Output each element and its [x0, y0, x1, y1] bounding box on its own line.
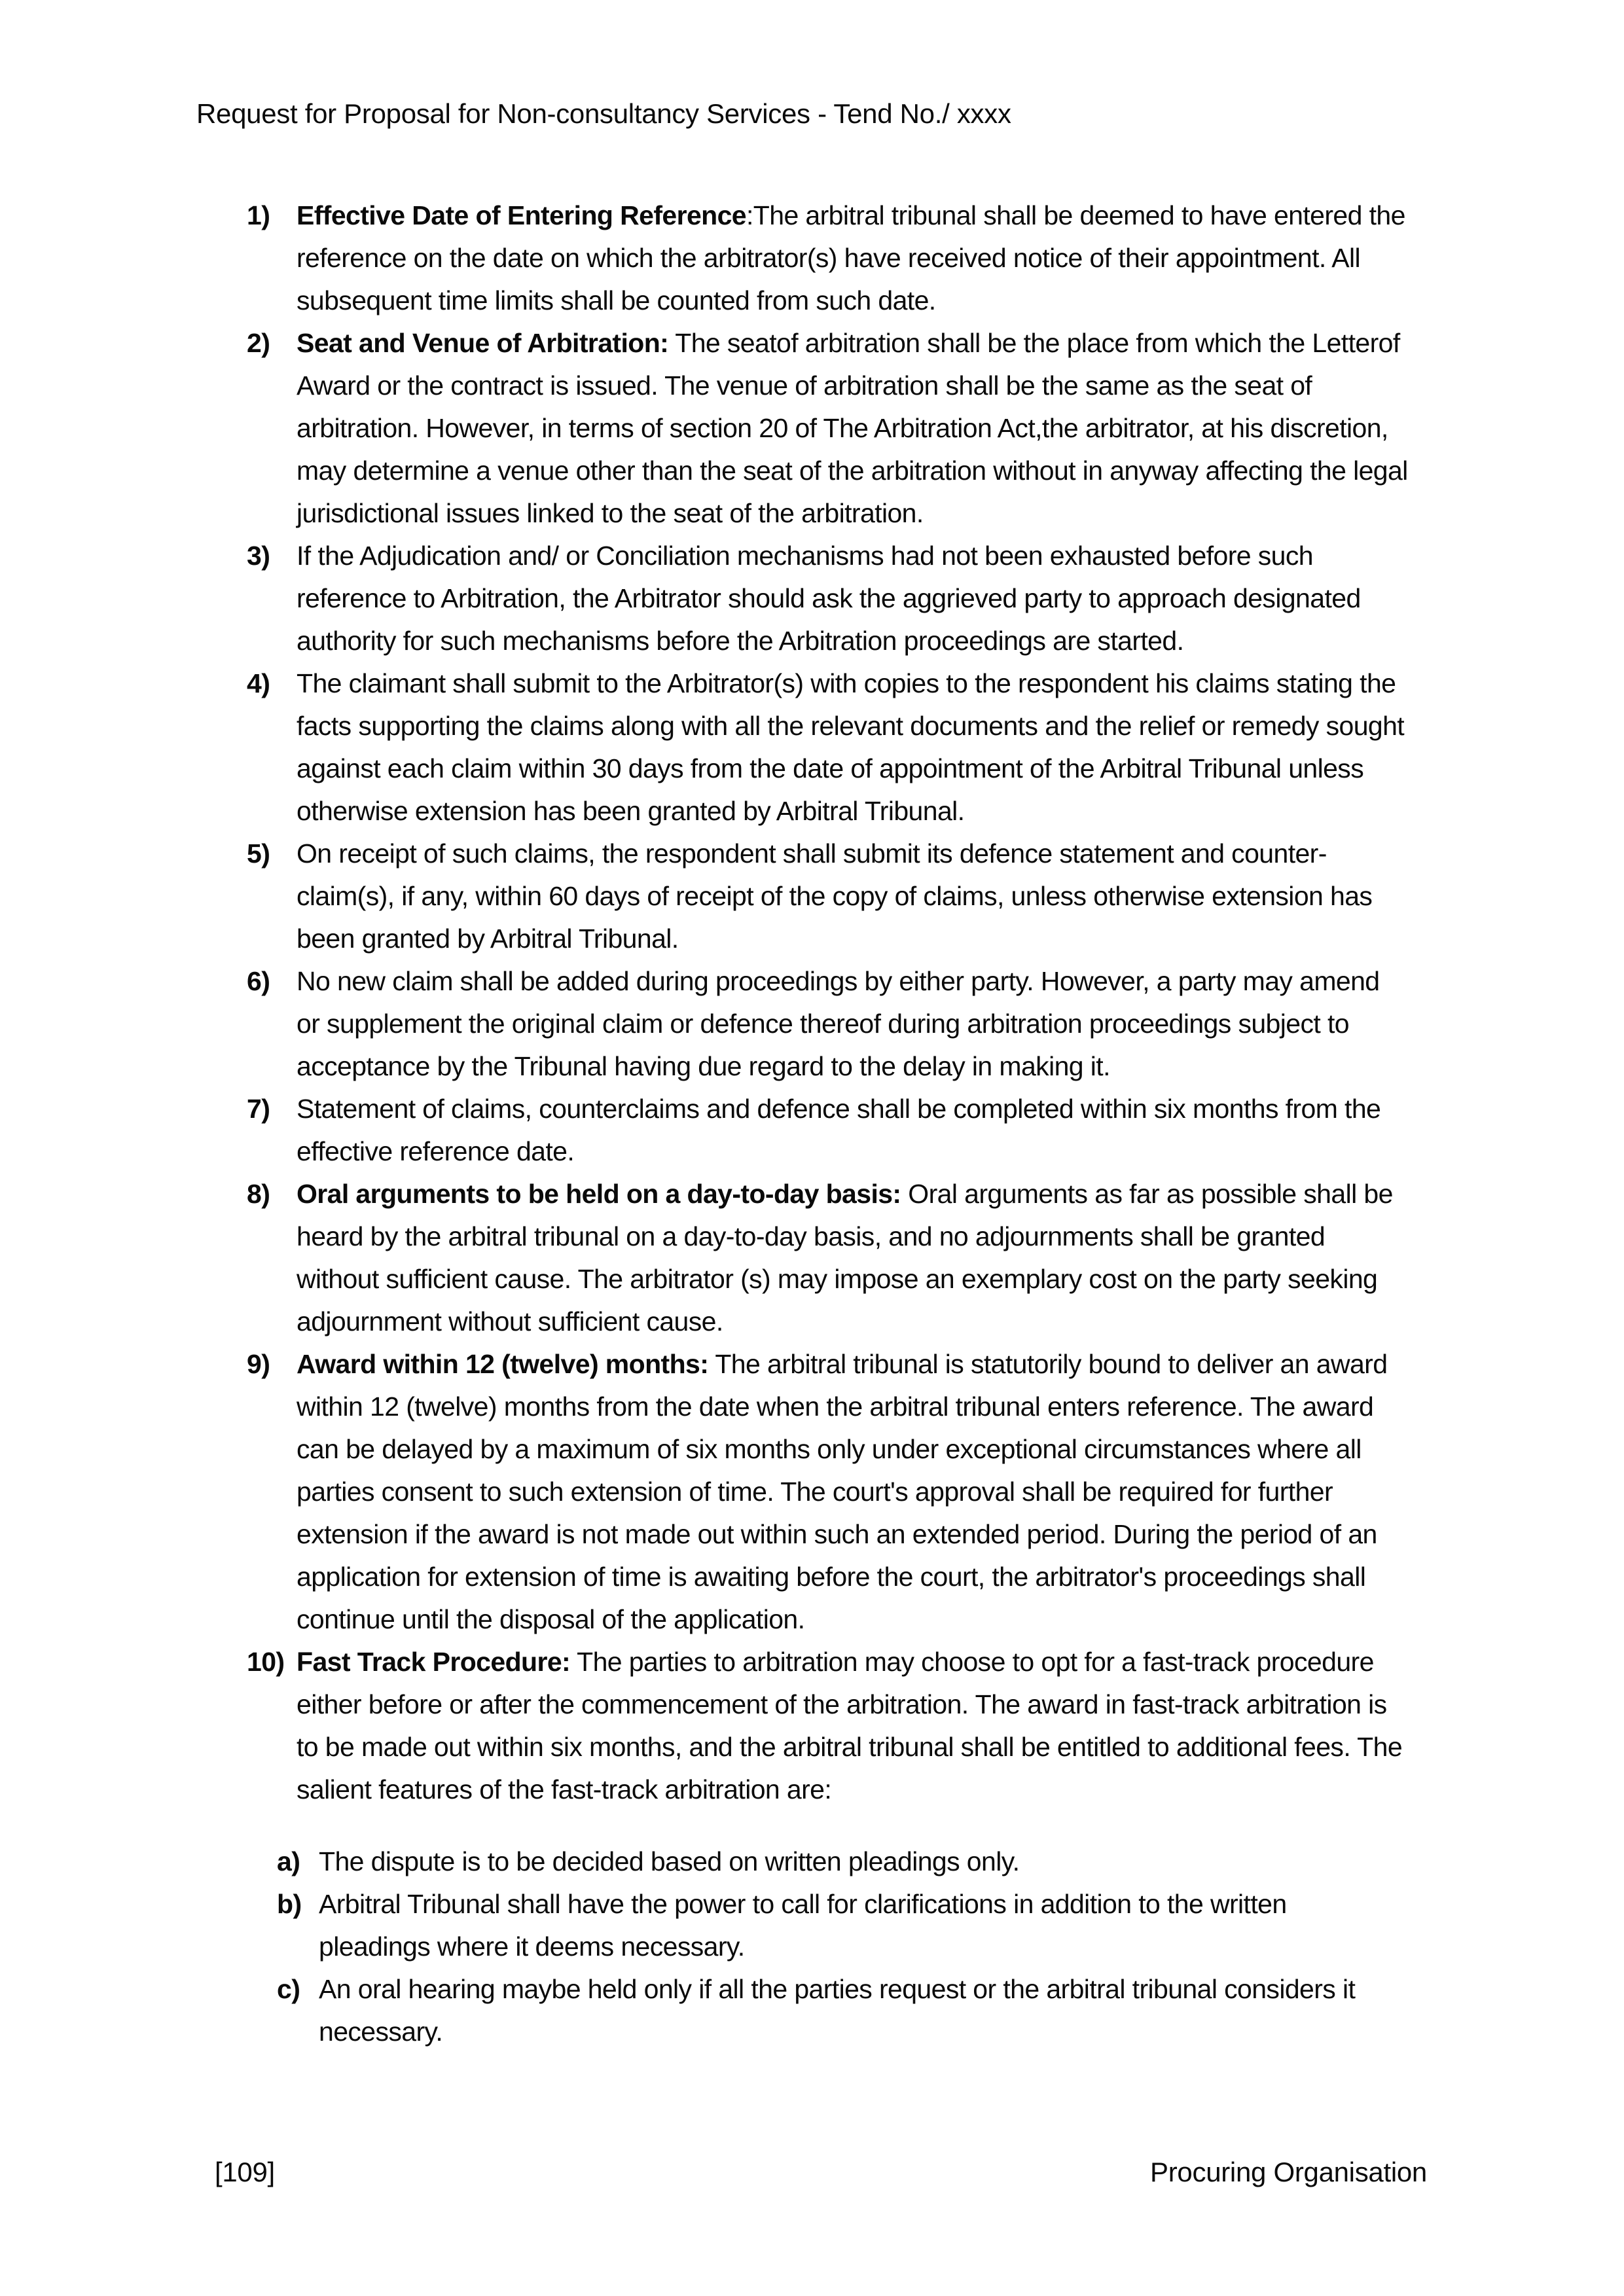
list-item-text: The claimant shall submit to the Arbitrator(s) with copies to the respondent his claims stating the facts supporting the claims along with all the relevant documents and the relief or remedy sought against each claim within 30 days from the date of appointment of the Arbitral Tribunal unless otherwise extension has been granted by Arbitral Tribunal.	[297, 668, 1405, 826]
list-item-number: 5)	[247, 838, 270, 869]
list-item-text: Statement of claims, counterclaims and defence shall be completed within six months from the effective reference date.	[297, 1094, 1381, 1166]
list-item-number: 10)	[247, 1647, 285, 1677]
page-header: Request for Proposal for Non-consultancy Services - Tend No./ xxxx	[196, 98, 1011, 129]
list-item-heading: Seat and Venue of Arbitration:	[297, 328, 669, 358]
list-item-text: If the Adjudication and/ or Conciliation mechanisms had not been exhausted before such reference to Arbitration, the Arbitrator should ask the aggrieved party to approach designated authority for such mechanisms before the Arbitration proceedings are started.	[297, 541, 1361, 656]
list-item-heading: Fast Track Procedure:	[297, 1647, 571, 1677]
list-item	[247, 1641, 1418, 1811]
list-item-number: 2)	[247, 328, 270, 358]
clause-list	[247, 194, 1418, 2053]
list-item-body	[297, 1343, 1409, 1641]
page-footer	[215, 2157, 1427, 2188]
list-item-body	[297, 1088, 1409, 1173]
list-item	[247, 1088, 1418, 1173]
list-item-text: The arbitral tribunal is statutorily bound to deliver an award within 12 (twelve) months from the date when the arbitral tribunal enters reference. The award can be delayed by a maximum of six months only under exceptional circumstances where all parties consent to such extension of time. The court's approval shall be required for further extension if the award is not made out within such an extended period. During the period of an application for extension of time is awaiting before the court, the arbitrator's proceedings shall continue until the disposal of the application.	[297, 1349, 1388, 1634]
list-item	[247, 960, 1418, 1088]
list-item-text: The seatof arbitration shall be the place from which the Letterof Award or the contract is issued. The venue of arbitration shall be the same as the seat of arbitration. However, in terms of section 20 of The Arbitration Act,the arbitrator, at his discretion, may determine a venue other than the seat of the arbitration without in anyway affecting the legal jurisdictional issues linked to the seat of the arbitration.	[297, 328, 1408, 528]
list-item	[247, 1343, 1418, 1641]
fast-track-feature-list	[277, 1840, 1418, 2053]
list-item-heading: Award within 12 (twelve) months:	[297, 1349, 709, 1379]
list-item-number: 7)	[247, 1094, 270, 1124]
list-item-body	[297, 535, 1409, 662]
list-item-body	[297, 194, 1409, 322]
list-item	[247, 322, 1418, 535]
sub-list-item-letter: a)	[277, 1846, 300, 1876]
list-item-body	[297, 1173, 1409, 1343]
list-item-text: No new claim shall be added during proceedings by either party. However, a party may amend or supplement the original claim or defence thereof during arbitration proceedings subject to acceptance by the Tribunal having due regard to the delay in making it.	[297, 966, 1380, 1081]
sub-list-item-text: The dispute is to be decided based on written pleadings only.	[319, 1846, 1020, 1876]
list-item-number: 4)	[247, 668, 270, 698]
list-item-text: On receipt of such claims, the respondent shall submit its defence statement and counter-claim(s), if any, within 60 days of receipt of the copy of claims, unless otherwise extension has been granted by Arbitral Tribunal.	[297, 838, 1373, 954]
list-item-body	[297, 833, 1409, 960]
list-item-number: 3)	[247, 541, 270, 571]
list-item-heading: Oral arguments to be held on a day-to-day basis:	[297, 1179, 901, 1209]
sub-list-item	[277, 1883, 1418, 1968]
list-item-text: Oral arguments as far as possible shall be heard by the arbitral tribunal on a day-to-day basis, and no adjournments shall be granted without sufficient cause. The arbitrator (s) may impose an exemplary cost on the party seeking adjournment without sufficient cause.	[297, 1179, 1393, 1336]
list-item-heading: Effective Date of Entering Reference	[297, 200, 746, 230]
list-item-text: :The arbitral tribunal shall be deemed to have entered the reference on the date on which the arbitrator(s) have received notice of their appointment. All subsequent time limits shall be counted from such date.	[297, 200, 1405, 315]
footer-organisation-label: Procuring Organisation	[1150, 2157, 1427, 2187]
list-item-number: 6)	[247, 966, 270, 996]
list-item-number: 1)	[247, 200, 270, 230]
sub-list-item	[277, 1968, 1418, 2053]
page-number: [109]	[215, 2157, 275, 2187]
list-item	[247, 194, 1418, 322]
sub-list-item-text: Arbitral Tribunal shall have the power to call for clarifications in addition to the written pleadings where it deems necessary.	[319, 1889, 1287, 1962]
sub-list-item-text: An oral hearing maybe held only if all the parties request or the arbitral tribunal considers it necessary.	[319, 1974, 1356, 2047]
list-item-body	[297, 322, 1409, 535]
sub-list-item-letter: b)	[277, 1889, 302, 1919]
list-item-body	[297, 1641, 1409, 1811]
list-item-number: 8)	[247, 1179, 270, 1209]
list-item	[247, 535, 1418, 662]
sub-list-item-letter: c)	[277, 1974, 300, 2004]
list-item	[247, 1173, 1418, 1343]
list-item-text: The parties to arbitration may choose to opt for a fast-track procedure either before or after the commencement of the arbitration. The award in fast-track arbitration is to be made out within six months, and the arbitral tribunal shall be entitled to additional fees. The salient features of the fast-track arbitration are:	[297, 1647, 1403, 1804]
sub-list-item	[277, 1840, 1418, 1883]
list-item	[247, 833, 1418, 960]
list-item	[247, 662, 1418, 833]
list-item-body	[297, 960, 1409, 1088]
list-item-number: 9)	[247, 1349, 270, 1379]
list-item-body	[297, 662, 1409, 833]
